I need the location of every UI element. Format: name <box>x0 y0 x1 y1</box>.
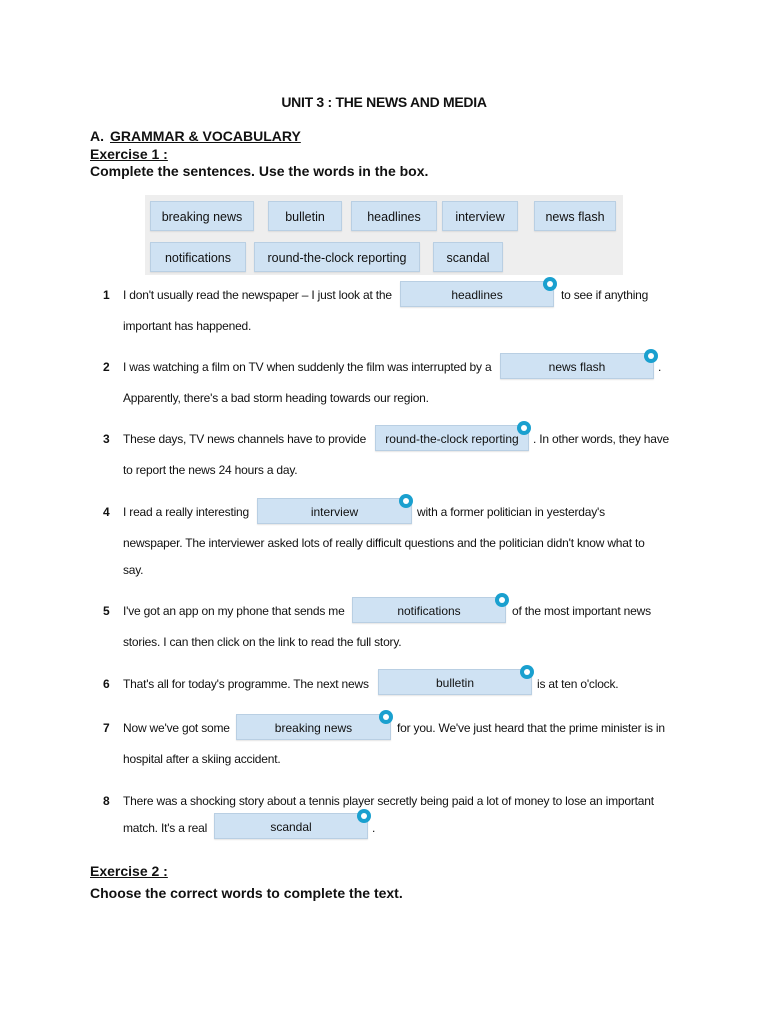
item-text: say. <box>123 563 144 577</box>
answer-slot[interactable]: headlines <box>400 281 554 307</box>
item-text: Now we've got some <box>123 721 230 735</box>
answer-slot[interactable]: notifications <box>352 597 506 623</box>
word-box <box>145 195 623 275</box>
item-text: There was a shocking story about a tennis player secretly being paid a lot of money to lose an important <box>123 794 654 808</box>
item-text: These days, TV news channels have to provide <box>123 432 367 446</box>
drop-target-icon[interactable] <box>543 277 557 291</box>
item-text: . In other words, they have <box>533 432 670 446</box>
drop-target-icon[interactable] <box>517 421 531 435</box>
exercise-1-instruction: Complete the sentences. Use the words in the box. <box>90 163 429 179</box>
item-text: with a former politician in yesterday's <box>417 505 605 519</box>
item-text: hospital after a skiing accident. <box>123 752 281 766</box>
item-text: I've got an app on my phone that sends me <box>123 604 345 618</box>
item-text: I was watching a film on TV when suddenly the film was interrupted by a <box>123 360 492 374</box>
item-text: to report the news 24 hours a day. <box>123 463 298 477</box>
word-chip[interactable]: notifications <box>150 242 246 272</box>
item-text: of the most important news <box>512 604 651 618</box>
item-number: 5 <box>103 604 110 618</box>
section-name: GRAMMAR & VOCABULARY <box>110 128 301 144</box>
item-number: 1 <box>103 288 110 302</box>
answer-slot[interactable]: interview <box>257 498 412 524</box>
word-chip[interactable]: breaking news <box>150 201 254 231</box>
word-chip[interactable]: round-the-clock reporting <box>254 242 420 272</box>
answer-slot[interactable]: news flash <box>500 353 654 379</box>
page-title: UNIT 3 : THE NEWS AND MEDIA <box>281 94 487 110</box>
exercise-1-heading: Exercise 1 : <box>90 146 168 162</box>
item-text: to see if anything <box>561 288 649 302</box>
word-chip[interactable]: bulletin <box>268 201 342 231</box>
word-chip[interactable]: scandal <box>433 242 503 272</box>
drop-target-icon[interactable] <box>520 665 534 679</box>
item-text: for you. We've just heard that the prime minister is in <box>397 721 665 735</box>
item-number: 4 <box>103 505 110 519</box>
item-number: 2 <box>103 360 110 374</box>
answer-slot[interactable]: breaking news <box>236 714 391 740</box>
drop-target-icon[interactable] <box>357 809 371 823</box>
item-text: . <box>372 821 376 835</box>
drop-target-icon[interactable] <box>495 593 509 607</box>
answer-slot[interactable]: scandal <box>214 813 368 839</box>
item-text: stories. I can then click on the link to read the full story. <box>123 635 402 649</box>
section-heading <box>90 128 301 144</box>
item-text: I read a really interesting <box>123 505 250 519</box>
word-chip[interactable]: interview <box>442 201 518 231</box>
item-text: I don't usually read the newspaper – I just look at the <box>123 288 392 302</box>
item-text: is at ten o'clock. <box>537 677 619 691</box>
item-text: newspaper. The interviewer asked lots of really difficult questions and the politician didn't know what to <box>123 536 645 550</box>
drop-target-icon[interactable] <box>644 349 658 363</box>
item-number: 8 <box>103 794 110 808</box>
item-number: 6 <box>103 677 110 691</box>
item-number: 3 <box>103 432 110 446</box>
drop-target-icon[interactable] <box>379 710 393 724</box>
item-number: 7 <box>103 721 110 735</box>
item-text: That's all for today's programme. The next news <box>123 677 369 691</box>
item-text: match. It's a real <box>123 821 208 835</box>
item-text: . <box>658 360 662 374</box>
item-text: Apparently, there's a bad storm heading towards our region. <box>123 391 429 405</box>
drop-target-icon[interactable] <box>399 494 413 508</box>
answer-slot[interactable]: bulletin <box>378 669 532 695</box>
section-letter: A. <box>90 128 104 144</box>
exercise-2-heading: Exercise 2 : <box>90 863 168 879</box>
item-text: important has happened. <box>123 319 252 333</box>
word-chip[interactable]: headlines <box>351 201 437 231</box>
exercise-2-instruction: Choose the correct words to complete the text. <box>90 885 403 901</box>
word-chip[interactable]: news flash <box>534 201 616 231</box>
answer-slot[interactable]: round-the-clock reporting <box>375 425 529 451</box>
